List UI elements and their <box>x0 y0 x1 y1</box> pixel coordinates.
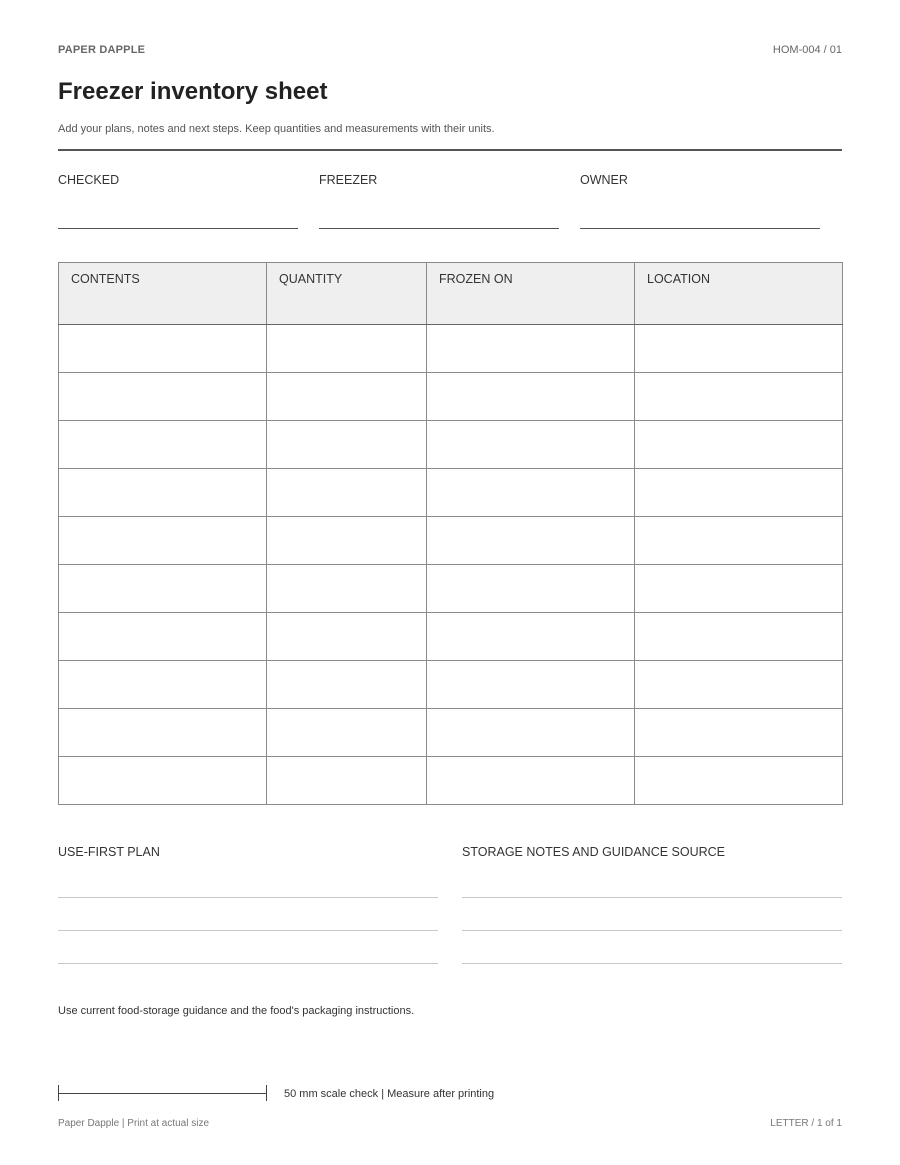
owner-write-line[interactable] <box>580 228 820 229</box>
column-header-location: LOCATION <box>635 263 843 325</box>
table-cell[interactable] <box>59 421 267 469</box>
table-row <box>59 517 843 565</box>
table-row <box>59 565 843 613</box>
table-cell[interactable] <box>59 373 267 421</box>
table-cell[interactable] <box>267 373 427 421</box>
table-cell[interactable] <box>267 325 427 373</box>
table-row <box>59 613 843 661</box>
storage-notes-line[interactable] <box>462 897 842 898</box>
table-cell[interactable] <box>635 613 843 661</box>
table-row <box>59 373 843 421</box>
table-cell[interactable] <box>427 517 635 565</box>
table-cell[interactable] <box>267 661 427 709</box>
checked-label: CHECKED <box>58 173 120 187</box>
table-row <box>59 325 843 373</box>
footer-left-text: Paper Dapple | Print at actual size <box>58 1118 210 1129</box>
inventory-table <box>58 262 843 805</box>
table-cell[interactable] <box>427 469 635 517</box>
brand-name: PAPER DAPPLE <box>58 44 146 56</box>
table-cell[interactable] <box>427 421 635 469</box>
table-cell[interactable] <box>635 421 843 469</box>
table-cell[interactable] <box>427 373 635 421</box>
table-header-row <box>59 263 843 325</box>
table-cell[interactable] <box>635 565 843 613</box>
owner-label: OWNER <box>580 173 628 187</box>
table-cell[interactable] <box>635 757 843 805</box>
table-cell[interactable] <box>59 709 267 757</box>
table-cell[interactable] <box>59 565 267 613</box>
header-divider <box>58 149 842 151</box>
storage-notes-line[interactable] <box>462 930 842 931</box>
table-cell[interactable] <box>267 469 427 517</box>
table-row <box>59 661 843 709</box>
use-first-line[interactable] <box>58 897 438 898</box>
table-cell[interactable] <box>267 709 427 757</box>
storage-notes-line[interactable] <box>462 963 842 964</box>
table-cell[interactable] <box>59 661 267 709</box>
table-cell[interactable] <box>267 421 427 469</box>
table-cell[interactable] <box>427 661 635 709</box>
table-cell[interactable] <box>635 517 843 565</box>
table-cell[interactable] <box>59 469 267 517</box>
table-cell[interactable] <box>59 517 267 565</box>
page-subtitle: Add your plans, notes and next steps. Keep quantities and measurements with their units. <box>58 123 495 135</box>
table-cell[interactable] <box>427 757 635 805</box>
scale-bar <box>58 1093 267 1094</box>
table-cell[interactable] <box>635 469 843 517</box>
table-row <box>59 757 843 805</box>
table-cell[interactable] <box>635 709 843 757</box>
table-row <box>59 469 843 517</box>
table-cell[interactable] <box>427 709 635 757</box>
column-header-frozen-on: FROZEN ON <box>427 263 635 325</box>
inventory-table-body <box>59 325 843 805</box>
column-header-contents: CONTENTS <box>59 263 267 325</box>
table-cell[interactable] <box>267 757 427 805</box>
document-id: HOM-004 / 01 <box>772 44 842 56</box>
freezer-write-line[interactable] <box>319 228 559 229</box>
table-cell[interactable] <box>59 325 267 373</box>
table-cell[interactable] <box>267 517 427 565</box>
scale-check-text: 50 mm scale check | Measure after printing <box>284 1088 495 1100</box>
checked-write-line[interactable] <box>58 228 298 229</box>
table-row <box>59 709 843 757</box>
table-cell[interactable] <box>267 613 427 661</box>
scale-tick-left <box>58 1085 59 1101</box>
table-cell[interactable] <box>427 613 635 661</box>
table-cell[interactable] <box>635 373 843 421</box>
use-first-line[interactable] <box>58 963 438 964</box>
page-title: Freezer inventory sheet <box>58 78 328 105</box>
guidance-note: Use current food-storage guidance and the food's packaging instructions. <box>58 1005 415 1017</box>
freezer-label: FREEZER <box>319 173 378 187</box>
table-cell[interactable] <box>267 565 427 613</box>
table-cell[interactable] <box>59 613 267 661</box>
use-first-plan-label: USE-FIRST PLAN <box>58 845 160 859</box>
table-cell[interactable] <box>635 325 843 373</box>
use-first-line[interactable] <box>58 930 438 931</box>
scale-tick-right <box>266 1085 267 1101</box>
storage-notes-label: STORAGE NOTES AND GUIDANCE SOURCE <box>462 845 726 859</box>
table-cell[interactable] <box>59 757 267 805</box>
table-row <box>59 421 843 469</box>
table-cell[interactable] <box>427 565 635 613</box>
column-header-quantity: QUANTITY <box>267 263 427 325</box>
footer-right-text: LETTER / 1 of 1 <box>770 1118 842 1129</box>
table-cell[interactable] <box>635 661 843 709</box>
table-cell[interactable] <box>427 325 635 373</box>
